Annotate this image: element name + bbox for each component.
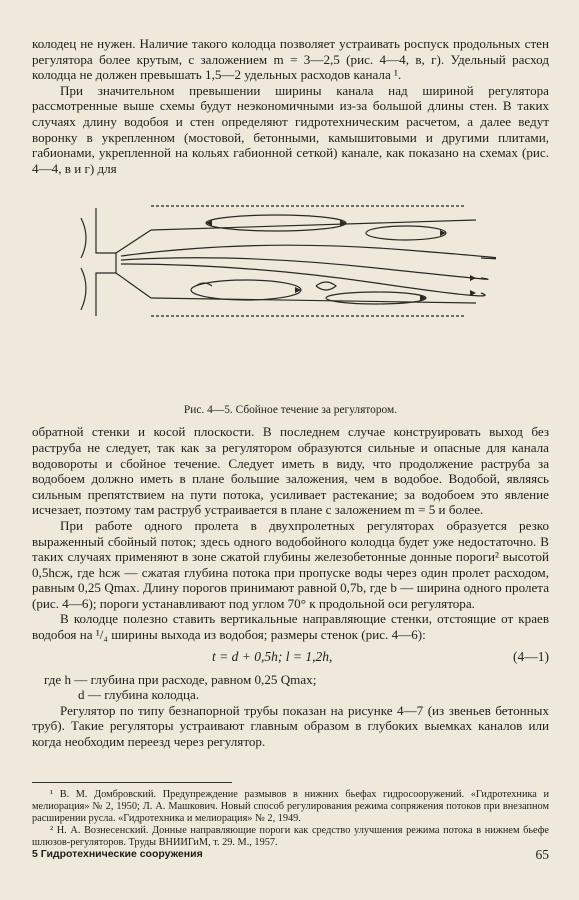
definition-d: d — глубина колодца.: [78, 687, 200, 703]
definition-h: где h — глубина при расходе, равном 0,25 Qmax;: [44, 671, 317, 687]
running-footer-title: 5 Гидротехнические сооружения: [32, 848, 203, 860]
formula-4-1: [32, 646, 549, 668]
flow-diagram: [76, 198, 496, 323]
figure-4-5: [32, 198, 549, 398]
footnote-2: ² Н. А. Вознесенский. Донные направляющие пороги как средство улучшения режима потока в нижнем бьефе шлюзов-регуляторов. Труды ВНИИГиМ, т. 29. М., 1957.: [32, 824, 549, 848]
paragraph-5: В колодце полезно ставить вертикальные направляющие стенки, отстоящие от краев водобоя на ¹/₄ ширины выхода из водобоя; размеры стенок (рис. 4—6):: [32, 611, 549, 643]
wing-wall-bottom: [81, 268, 86, 310]
paragraph-2: При значительном превышении ширины канала над шириной регулятора рассмотренные выше схемы будут неэкономичными из-за большой длины стен. В таких случаях длину водобоя и стен определяют гидротехническим расчетом, а далее ведут воронку в укрепленном (мостовой, бетонными, камышитовыми и другими плитами, габионами, укрепленной на кольях габионной сеткой) канале, как показано на схемах (рис. 4—4, в и г) для: [32, 82, 549, 176]
paragraph-6: Регулятор по типу безнапорной трубы показан на рисунке 4—7 (из звеньев бетонных труб). Такие регуляторы устраивают главным образом в глубоких выемках каналов или когда необходим переезд через регулятор.: [32, 702, 549, 750]
paragraph-4: При работе одного пролета в двухпролетных регуляторах образуется резко выраженный сбойный поток; здесь одного водобойного колодца будет уже недостаточно. В таких случаях применяют в зоне сжатой глубины железобетонные донные пороги² высотой 0,5hсж, где hсж — сжатая глубина потока при пропуске воды через один пролет расходом, равным 0,25 Qmax. Длину порогов принимают равной 0,7b, где b — ширина одного пролета (рис. 4—6); пороги устанавливают под углом 70° к продольной оси регулятора.: [32, 517, 549, 611]
footnote-rule: [32, 782, 232, 783]
paragraph-3: обратной стенки и косой плоскости. В последнем случае конструировать выход без раструба не следует, так как за регулятором образуются сильные и опасные для канала водовороты и сбойное течение. Следует иметь в виду, что продолжение раструба за водобоем должно иметь в плане большие заложения, чем в водобое. Водобой, являясь сильным препятствием на пути потока, усиливает растекание; за водобоем это явление исчезает, поэтому там раструб устраивается в плане с заложением m = 5 и более.: [32, 424, 549, 518]
footnote-1: ¹ В. М. Домбровский. Предупреждение размывов в нижних бьефах гидросооружений. «Гидротехника и мелиорация» № 2, 1950; Л. А. Машкович. Новый способ регулирования режима сопряжения потоков при внезапном расширении русла. «Гидротехника и мелиорация» № 2, 1949.: [32, 788, 549, 824]
wing-wall-top: [81, 218, 86, 258]
formula-number: (4—1): [513, 648, 549, 664]
formula-expression: t = d + 0,5h; l = 1,2h,: [212, 648, 333, 664]
formula-definitions: [32, 672, 549, 703]
page-body: [32, 36, 549, 849]
figure-caption: Рис. 4—5. Сбойное течение за регулятором.: [183, 404, 398, 417]
paragraph-1: колодец не нужен. Наличие такого колодца позволяет устраивать роспуск продольных стен регулятора более крутым, с заложением m = 3—2,5 (рис. 4—4, в, г). Удельный расход колодца не должен превышать 1,5—2 удельных расходов канала ¹.: [32, 36, 549, 83]
footnotes: [32, 789, 549, 849]
page-number: 65: [535, 847, 549, 862]
regulator-wall: [96, 208, 116, 316]
